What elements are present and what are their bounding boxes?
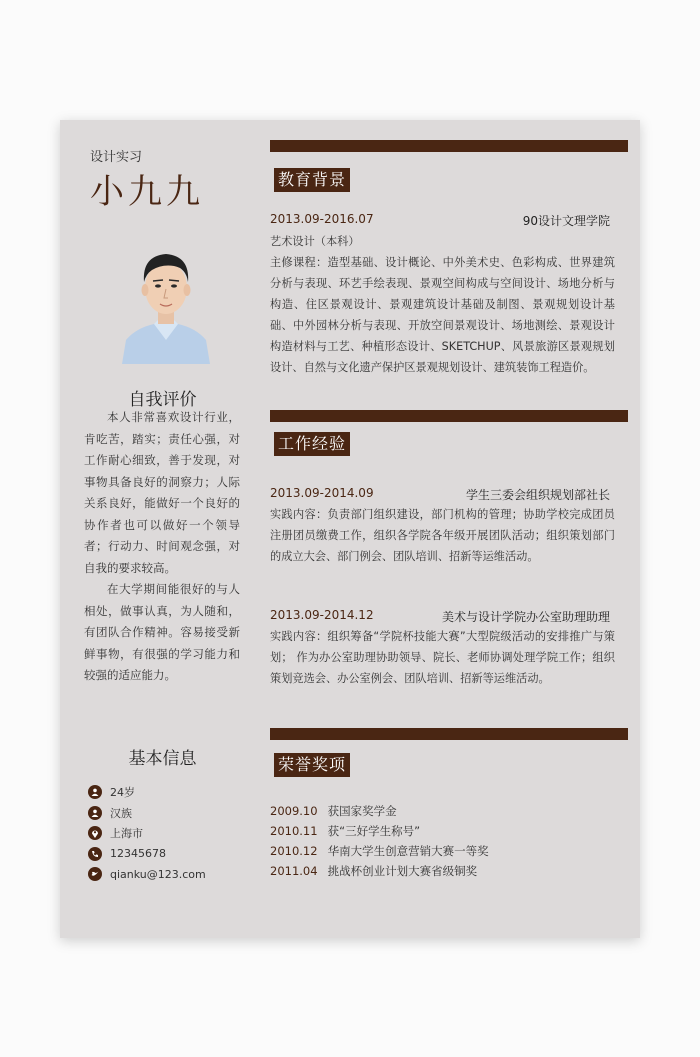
self-eval-paragraph: 本人非常喜欢设计行业，肯吃苦，踏实；责任心强，对工作耐心细致，善于发现，对事物具备良好的洞察力；人际关系良好，能做好一个良好的协作者也可以做好一个领导者；行动力、时间观念强，对自我的要求较高。 [84,410,240,575]
info-location-text: 上海市 [110,827,143,841]
honor-item [270,861,489,881]
honor-text: 获“三好学生称号” [327,824,421,838]
info-ethnicity-text: 汉族 [110,806,132,820]
info-email-text: qianku@123.com [110,867,206,881]
info-location [88,823,206,844]
self-eval-title: 自我评价 [128,390,197,410]
basic-info-title: 基本信息 [128,749,197,769]
honor-text: 挑战杯创业计划大赛省级铜奖 [327,864,478,878]
resume-page [60,120,640,938]
honor-date: 2010.12 [270,844,318,858]
job-role: 美术与设计学院办公室助理助理 [441,610,610,624]
phone-icon [88,847,102,861]
person-name: 小九九 [90,172,204,212]
honors-list [270,801,489,881]
honor-date: 2009.10 [270,804,318,818]
job-target: 设计实习 [90,150,143,165]
honor-date: 2010.11 [270,824,318,838]
info-ethnicity [88,803,206,824]
education-date: 2013.09-2016.07 [270,212,374,226]
education-title: 教育背景 [274,168,350,192]
section-divider-bar [270,410,628,422]
work-title: 工作经验 [274,432,350,456]
job-date: 2013.09-2014.12 [270,608,374,622]
location-pin-icon [88,826,102,840]
self-eval-paragraph: 在大学期间能很好的与人相处，做事认真，为人随和，有团队合作精神。容易接受新鲜事物，有很强的学习能力和较强的适应能力。 [84,582,240,682]
bird-icon [88,867,102,881]
info-email [88,864,206,885]
job-role: 学生三委会组织规划部社长 [465,488,610,502]
honor-text: 华南大学生创意营销大赛一等奖 [327,844,489,858]
honor-text: 获国家奖学金 [327,804,397,818]
honor-item [270,841,489,861]
honor-item [270,821,489,841]
person-icon [88,806,102,820]
info-phone [88,844,206,865]
job-description: 实践内容：负责部门组织建设，部门机构的管理；协助学校完成团员注册团员缴费工作，组织各学院各年级开展团队活动；组织策划部门的成立大会、部门例会、团队培训、招新等运维活动。 [270,508,615,563]
info-age [88,782,206,803]
honors-title: 荣誉奖项 [274,753,350,777]
basic-info-list [88,782,206,885]
job-date: 2013.09-2014.09 [270,486,374,500]
info-phone-text: 12345678 [110,847,166,861]
self-eval-text [84,407,240,687]
job-description: 实践内容：组织筹备“学院杯技能大赛”大型院级活动的安排推广与策划； 作为办公室助理协助领导、院长、老师协调处理学院工作；组织策划竞选会、办公室例会、团队培训、招新等运维活动。 [270,630,615,685]
education-courses: 主修课程：造型基础、设计概论、中外美术史、色彩构成、世界建筑分析与表现、环艺手绘表现、景观空间构成与空间设计、场地分析与构造、住区景观设计、景观建筑设计基础及制图、景观规划设计基础、中外园林分析与表现、开放空间景观设计、场地测绘、景观设计构造材料与工艺、种植形态设计、SKETCHUP、风景旅游区景观规划设计、自然与文化遗产保护区景观规划设计、建筑装饰工程造价。 [270,256,615,374]
education-school: 90设计文理学院 [522,214,610,228]
info-age-text: 24岁 [110,786,135,800]
profile-photo [122,244,210,364]
section-divider-bar [270,140,628,152]
education-degree: 艺术设计（本科） [270,235,360,248]
section-divider-bar [270,728,628,740]
honor-date: 2011.04 [270,864,318,878]
honor-item [270,801,489,821]
person-icon [88,785,102,799]
